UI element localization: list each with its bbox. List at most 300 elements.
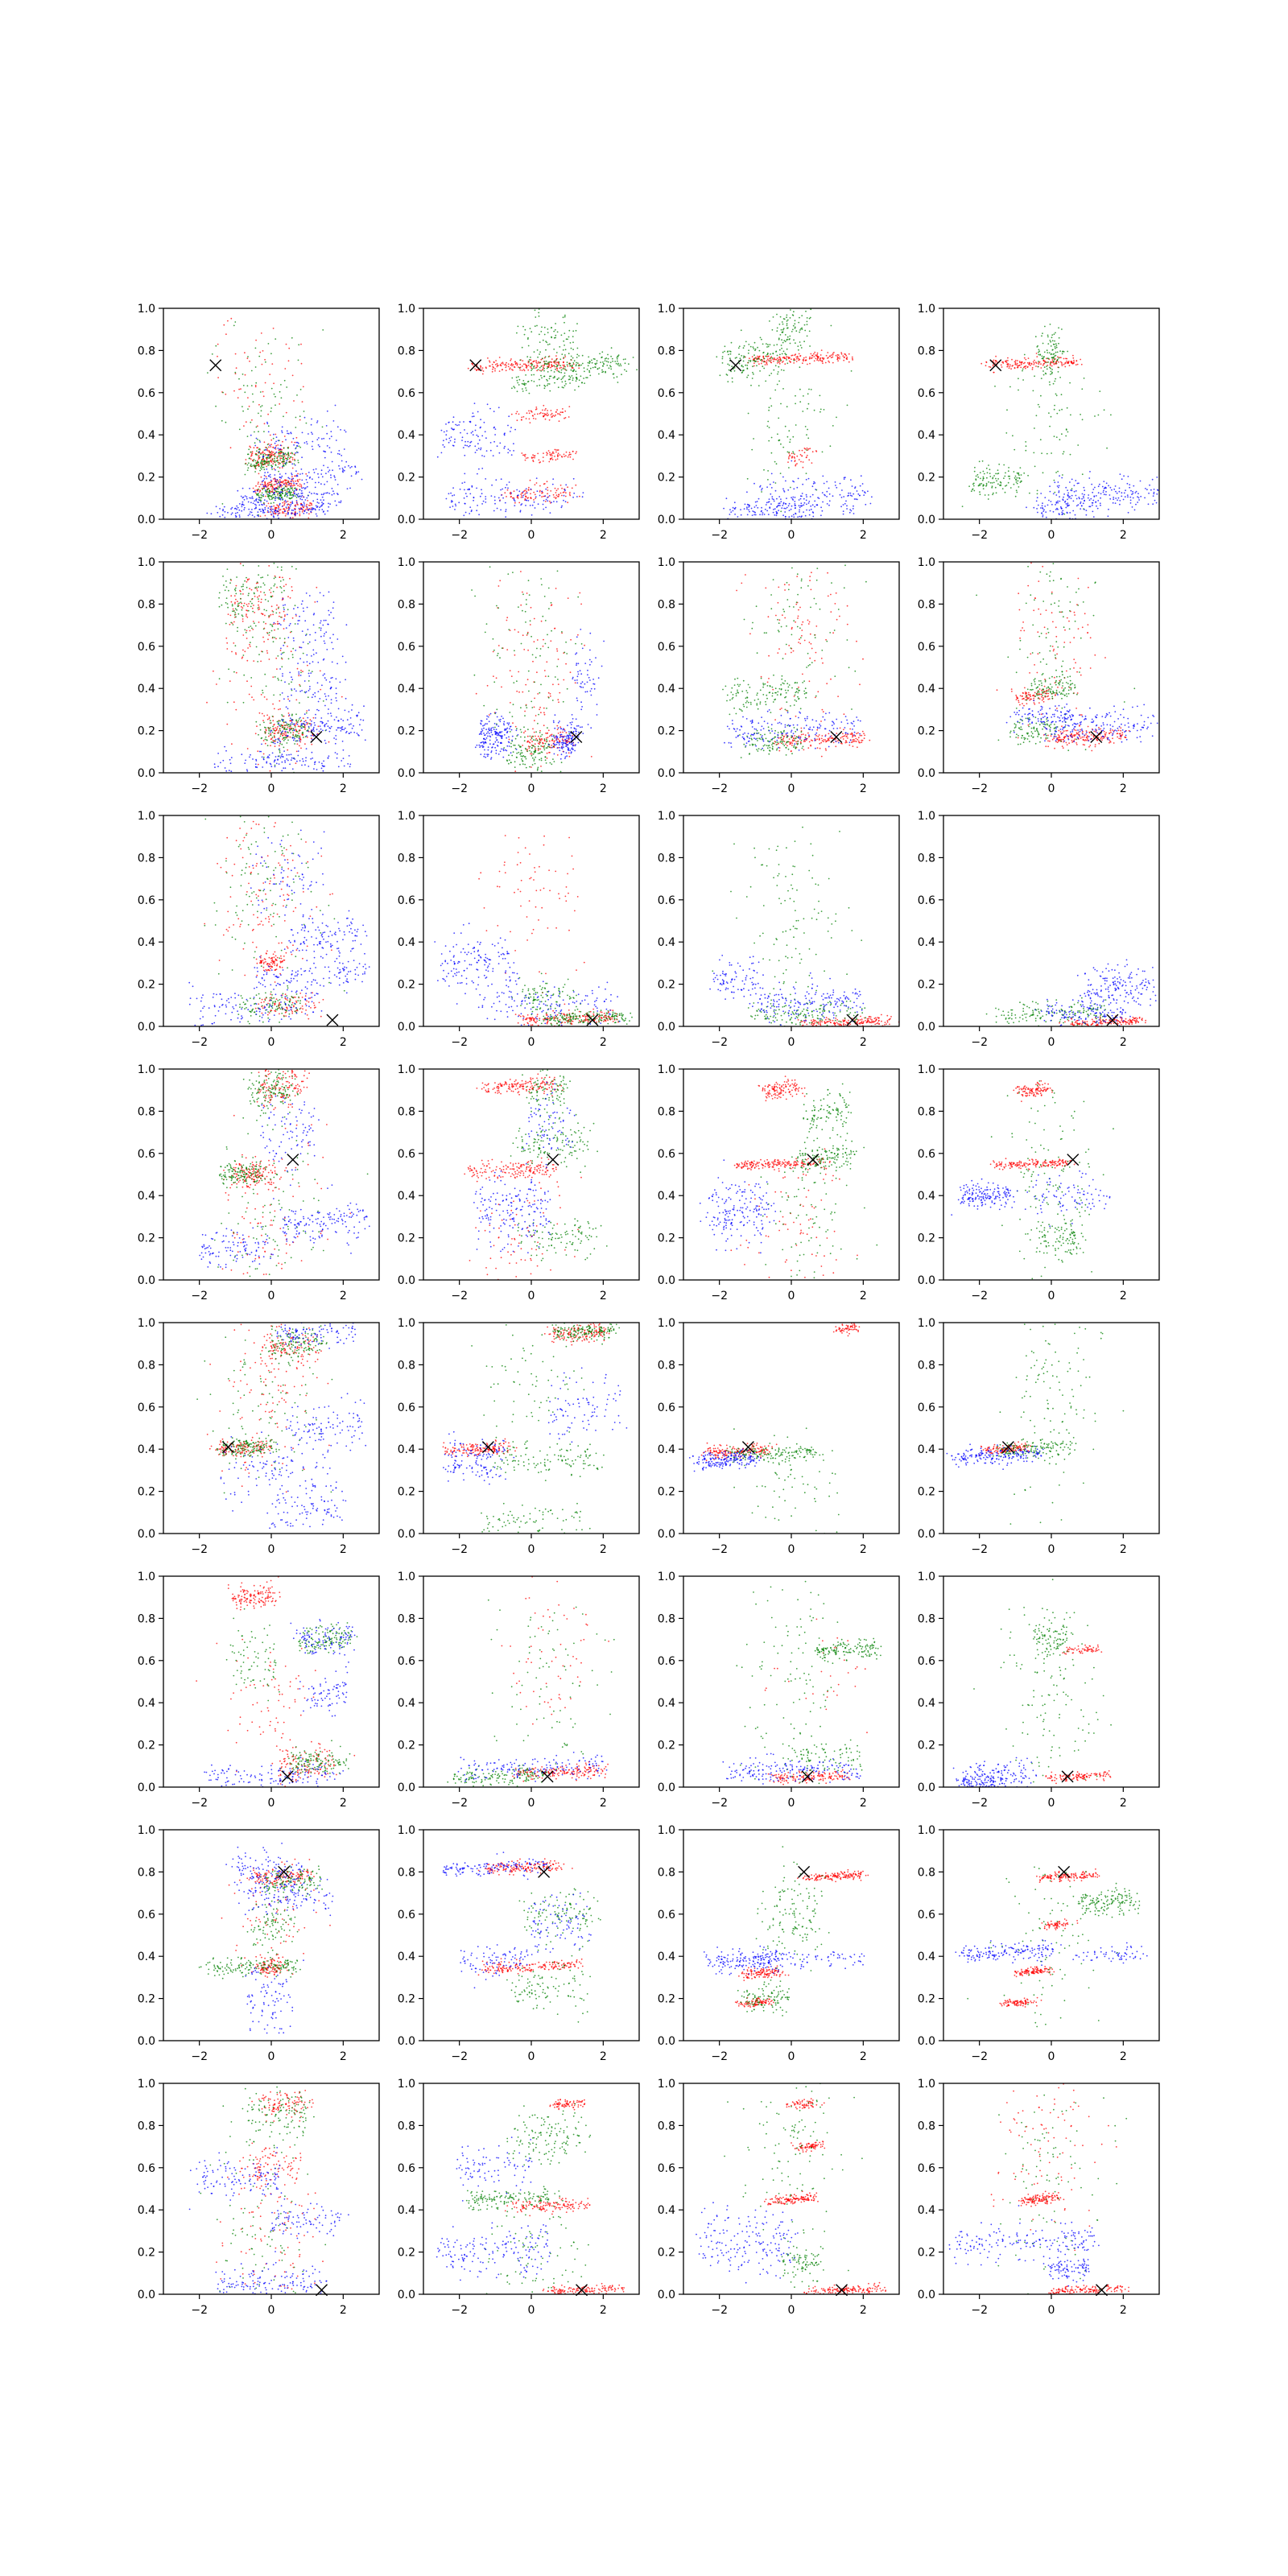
- point-blue: [467, 433, 469, 435]
- point-red: [276, 587, 278, 588]
- point-green: [1025, 441, 1026, 443]
- point-blue: [1068, 497, 1070, 498]
- point-green: [786, 320, 788, 322]
- point-green: [221, 420, 223, 422]
- point-red: [514, 490, 515, 492]
- point-green: [561, 334, 563, 336]
- point-blue: [338, 450, 340, 452]
- point-green: [287, 740, 289, 741]
- point-green: [273, 438, 275, 440]
- point-green: [281, 452, 283, 453]
- point-blue: [335, 405, 336, 407]
- point-blue: [312, 478, 313, 480]
- point-blue: [799, 516, 800, 518]
- point-green: [563, 357, 564, 358]
- point-green: [767, 353, 769, 355]
- point-blue: [339, 469, 341, 470]
- point-blue: [245, 495, 246, 497]
- point-red: [522, 365, 523, 367]
- point-green: [270, 456, 271, 458]
- point-green: [300, 389, 302, 390]
- point-red: [246, 421, 247, 423]
- point-blue: [273, 516, 275, 518]
- point-blue: [296, 741, 298, 742]
- point-green: [547, 344, 549, 345]
- point-blue: [229, 759, 231, 761]
- point-green: [291, 497, 292, 499]
- point-red: [519, 369, 521, 371]
- point-red: [564, 411, 566, 412]
- point-blue: [1063, 497, 1064, 498]
- point-red: [521, 497, 522, 498]
- point-green: [301, 720, 303, 721]
- point-green: [266, 610, 267, 612]
- point-red: [278, 464, 279, 465]
- point-blue: [535, 496, 537, 497]
- point-red: [283, 463, 284, 464]
- point-green: [275, 338, 276, 340]
- point-blue: [1150, 489, 1152, 491]
- point-blue: [258, 451, 260, 452]
- point-red: [555, 411, 557, 413]
- point-green: [610, 369, 612, 370]
- point-green: [518, 376, 519, 378]
- point-red: [551, 416, 553, 418]
- point-blue: [785, 481, 786, 482]
- point-green: [292, 494, 294, 496]
- point-green: [260, 391, 262, 393]
- point-green: [572, 370, 574, 372]
- point-red: [259, 352, 261, 353]
- point-green: [270, 484, 271, 485]
- point-blue: [1153, 495, 1154, 497]
- point-blue: [295, 506, 296, 507]
- point-red: [229, 624, 231, 625]
- point-blue: [263, 504, 265, 506]
- point-red: [1021, 364, 1022, 365]
- point-red: [1080, 359, 1081, 361]
- point-green: [588, 370, 590, 372]
- point-red: [551, 358, 553, 360]
- point-green: [774, 390, 776, 391]
- point-red: [276, 729, 278, 731]
- point-blue: [526, 488, 527, 489]
- point-red: [1005, 361, 1007, 362]
- point-blue: [301, 490, 303, 492]
- point-red: [293, 484, 295, 485]
- point-red: [287, 485, 288, 486]
- point-blue: [299, 738, 300, 740]
- point-green: [299, 447, 301, 448]
- point-green: [539, 334, 540, 336]
- point-green: [279, 586, 281, 588]
- point-blue: [455, 504, 456, 506]
- point-green: [250, 464, 252, 465]
- point-red: [307, 724, 308, 725]
- point-green: [262, 576, 263, 578]
- point-red: [266, 699, 268, 700]
- point-red: [246, 660, 248, 662]
- point-blue: [473, 412, 474, 414]
- point-green: [792, 436, 794, 438]
- point-blue: [333, 420, 335, 422]
- point-blue: [286, 502, 287, 503]
- point-blue: [1067, 489, 1068, 491]
- point-red: [235, 654, 237, 655]
- point-green: [540, 370, 542, 372]
- point-red: [524, 363, 526, 365]
- point-red: [252, 629, 254, 630]
- point-blue: [1040, 493, 1042, 494]
- point-blue: [306, 748, 308, 749]
- point-red: [249, 588, 250, 589]
- point-red: [1024, 357, 1026, 359]
- point-green: [781, 339, 782, 341]
- point-red: [560, 493, 562, 494]
- point-green: [1002, 488, 1004, 489]
- point-red: [526, 490, 527, 492]
- point-red: [468, 368, 469, 369]
- point-green: [297, 460, 299, 461]
- point-blue: [1144, 497, 1146, 499]
- point-green: [1080, 414, 1081, 415]
- point-blue: [227, 512, 229, 514]
- point-green: [530, 331, 532, 332]
- point-green: [281, 658, 283, 659]
- point-green: [1055, 348, 1056, 349]
- point-red: [553, 494, 555, 496]
- point-blue: [324, 493, 325, 494]
- point-red: [261, 694, 262, 696]
- point-blue: [295, 489, 297, 491]
- point-blue: [1059, 496, 1060, 497]
- point-red: [225, 638, 227, 639]
- point-blue: [282, 730, 283, 732]
- point-green: [752, 372, 753, 374]
- point-red: [506, 496, 507, 497]
- point-green: [251, 385, 253, 386]
- point-green: [248, 595, 250, 597]
- point-blue: [1077, 504, 1079, 506]
- point-red: [521, 452, 522, 454]
- point-green: [247, 356, 249, 357]
- point-green: [761, 339, 762, 341]
- point-red: [796, 456, 798, 457]
- point-blue: [1067, 506, 1068, 507]
- point-blue: [505, 487, 506, 489]
- point-blue: [342, 470, 344, 472]
- point-red: [796, 463, 798, 464]
- point-green: [284, 638, 286, 639]
- point-blue: [291, 463, 293, 464]
- point-green: [258, 493, 259, 495]
- point-blue: [1121, 496, 1122, 497]
- point-red: [778, 361, 780, 363]
- point-red: [265, 623, 266, 625]
- point-blue: [329, 731, 331, 733]
- point-green: [543, 370, 545, 372]
- point-green: [296, 731, 298, 733]
- point-green: [539, 385, 540, 386]
- point-blue: [341, 460, 343, 462]
- point-red: [821, 349, 823, 351]
- point-red: [1063, 358, 1065, 360]
- point-blue: [455, 424, 456, 426]
- point-green: [263, 467, 265, 469]
- point-red: [1032, 369, 1034, 370]
- point-red: [303, 506, 304, 508]
- point-red: [994, 362, 996, 364]
- point-green: [262, 467, 263, 469]
- point-red: [517, 363, 518, 365]
- point-green: [595, 364, 597, 365]
- point-red: [277, 485, 279, 487]
- point-green: [240, 601, 242, 603]
- point-blue: [235, 508, 237, 510]
- point-green: [732, 378, 733, 379]
- point-blue: [1130, 490, 1132, 492]
- point-blue: [319, 446, 320, 448]
- point-green: [986, 477, 988, 479]
- point-blue: [802, 484, 803, 485]
- point-green: [273, 611, 275, 613]
- point-green: [557, 332, 559, 333]
- point-blue: [355, 473, 357, 475]
- point-green: [303, 737, 304, 738]
- point-blue: [1097, 500, 1099, 502]
- point-red: [814, 360, 815, 361]
- point-green: [1055, 394, 1057, 395]
- point-green: [1010, 487, 1012, 489]
- point-blue: [518, 494, 519, 496]
- point-blue: [745, 504, 746, 506]
- point-blue: [1059, 475, 1060, 477]
- point-green: [247, 385, 249, 386]
- point-blue: [1098, 485, 1100, 487]
- point-blue: [1113, 502, 1114, 504]
- point-red: [1064, 366, 1066, 368]
- point-red: [985, 361, 987, 363]
- point-blue: [235, 513, 237, 514]
- point-red: [531, 456, 533, 458]
- point-red: [526, 496, 527, 497]
- point-red: [535, 360, 537, 361]
- point-blue: [843, 496, 844, 497]
- point-blue: [1156, 493, 1158, 495]
- point-blue: [275, 489, 276, 490]
- point-red: [803, 359, 804, 361]
- point-red: [778, 357, 780, 358]
- point-red: [542, 413, 543, 415]
- point-blue: [316, 502, 318, 503]
- point-blue: [1046, 517, 1047, 518]
- point-green: [549, 378, 551, 380]
- point-green: [1041, 335, 1042, 336]
- point-green: [265, 733, 266, 734]
- point-blue: [287, 512, 289, 514]
- point-green: [266, 491, 268, 493]
- point-blue: [445, 423, 447, 425]
- point-blue: [800, 502, 802, 504]
- point-blue: [276, 483, 278, 485]
- point-red: [273, 478, 275, 480]
- point-green: [763, 361, 765, 363]
- point-blue: [543, 500, 545, 502]
- point-blue: [552, 484, 554, 485]
- point-blue: [272, 509, 274, 510]
- point-red: [306, 710, 308, 712]
- point-green: [577, 362, 579, 364]
- point-blue: [254, 516, 255, 518]
- point-green: [273, 591, 275, 592]
- point-red: [206, 702, 208, 704]
- point-blue: [301, 469, 303, 470]
- point-red: [286, 482, 287, 484]
- point-blue: [353, 732, 355, 733]
- point-blue: [485, 431, 486, 432]
- point-green: [999, 485, 1001, 486]
- point-blue: [323, 451, 324, 452]
- point-blue: [306, 441, 308, 443]
- point-green: [1054, 492, 1055, 493]
- point-red: [535, 419, 537, 420]
- point-blue: [206, 513, 208, 514]
- point-blue: [335, 743, 336, 745]
- point-red: [517, 411, 518, 413]
- point-red: [291, 441, 293, 443]
- point-blue: [279, 749, 280, 750]
- point-blue: [476, 435, 477, 436]
- point-red: [235, 652, 237, 654]
- point-green: [748, 344, 749, 345]
- point-red: [244, 352, 246, 353]
- point-red: [249, 644, 250, 646]
- point-blue: [1037, 512, 1038, 514]
- point-green: [278, 452, 279, 454]
- point-green: [260, 463, 262, 464]
- point-green: [1005, 485, 1006, 487]
- point-green: [1033, 452, 1034, 454]
- point-green: [793, 339, 795, 341]
- point-green: [260, 415, 262, 417]
- point-green: [250, 642, 251, 643]
- point-green: [587, 377, 588, 378]
- point-blue: [266, 501, 268, 502]
- y-tick-label: 0.0: [138, 514, 155, 526]
- point-blue: [321, 509, 323, 510]
- point-red: [272, 487, 274, 489]
- point-blue: [1086, 510, 1088, 511]
- point-blue: [225, 511, 226, 513]
- point-red: [494, 368, 496, 369]
- point-green: [233, 671, 235, 673]
- point-blue: [312, 448, 314, 450]
- point-green: [1067, 431, 1069, 433]
- point-blue: [481, 436, 483, 437]
- point-red: [239, 590, 241, 592]
- point-blue: [334, 477, 336, 478]
- point-blue: [267, 455, 269, 456]
- point-blue: [505, 516, 506, 518]
- point-green: [530, 369, 532, 371]
- point-red: [251, 696, 253, 698]
- point-red: [510, 358, 512, 360]
- point-red: [1009, 364, 1011, 365]
- point-red: [295, 481, 296, 482]
- point-red: [543, 456, 544, 458]
- point-green: [633, 357, 634, 358]
- point-green: [988, 464, 989, 466]
- point-green: [258, 462, 259, 464]
- point-green: [780, 316, 782, 318]
- point-green: [748, 374, 749, 376]
- point-green: [775, 365, 777, 366]
- point-green: [822, 452, 824, 453]
- point-green: [258, 654, 260, 655]
- point-red: [562, 411, 564, 413]
- point-red: [1063, 364, 1065, 365]
- point-red: [527, 457, 529, 459]
- point-blue: [279, 739, 280, 741]
- point-green: [1017, 483, 1018, 485]
- point-green: [260, 500, 262, 502]
- point-blue: [820, 506, 822, 508]
- point-red: [242, 650, 244, 651]
- point-blue: [829, 500, 831, 502]
- point-blue: [276, 497, 278, 498]
- point-green: [262, 454, 264, 456]
- point-red: [247, 579, 249, 580]
- point-green: [529, 359, 530, 361]
- point-green: [803, 341, 805, 342]
- point-blue: [291, 758, 293, 759]
- point-green: [568, 375, 570, 377]
- point-green: [1061, 328, 1063, 330]
- point-blue: [285, 473, 287, 475]
- point-blue: [1062, 510, 1063, 512]
- point-green: [271, 497, 273, 499]
- point-green: [597, 360, 598, 361]
- point-red: [802, 362, 803, 364]
- point-blue: [277, 758, 279, 760]
- point-green: [980, 472, 981, 473]
- point-green: [1046, 453, 1048, 455]
- point-red: [294, 476, 295, 477]
- point-blue: [478, 448, 480, 449]
- point-red: [270, 738, 272, 740]
- point-green: [998, 473, 1000, 474]
- point-blue: [448, 438, 450, 440]
- point-green: [234, 588, 236, 590]
- point-red: [497, 366, 498, 368]
- point-blue: [508, 415, 510, 417]
- point-green: [284, 489, 286, 491]
- point-blue: [301, 456, 303, 458]
- point-blue: [241, 496, 242, 497]
- point-blue: [255, 500, 257, 502]
- point-red: [1051, 365, 1053, 367]
- point-green: [235, 608, 237, 609]
- point-green: [1043, 374, 1045, 376]
- point-red: [297, 485, 299, 486]
- scatter-points: [206, 563, 366, 774]
- point-blue: [1080, 502, 1082, 503]
- point-blue: [306, 512, 308, 514]
- point-green: [233, 624, 234, 625]
- point-blue: [267, 507, 269, 509]
- point-red: [555, 488, 556, 489]
- point-blue: [822, 510, 824, 512]
